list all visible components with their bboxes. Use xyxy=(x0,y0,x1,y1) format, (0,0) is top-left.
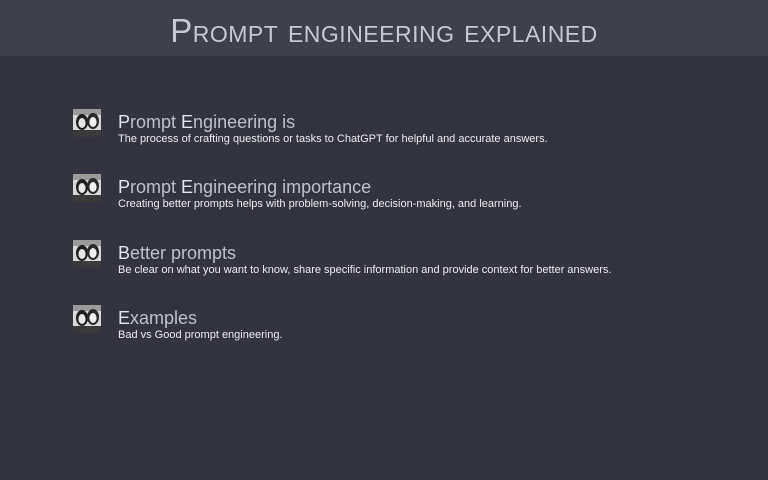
list-item-title: Prompt Engineering importance xyxy=(118,177,372,197)
list-item-description: Creating better prompts helps with problem-solving, decision-making, and learning. xyxy=(118,198,522,210)
photo-avatar-icon xyxy=(73,240,101,268)
photo-avatar-icon xyxy=(73,174,101,202)
list-item xyxy=(73,240,753,280)
list-item-title: Examples xyxy=(118,308,198,328)
list-item-description: The process of crafting questions or tasks to ChatGPT for helpful and accurate answers. xyxy=(118,133,548,145)
list-item-description: Be clear on what you want to know, share specific information and provide context for better answers. xyxy=(118,264,612,276)
list-item xyxy=(73,305,753,345)
slide-header xyxy=(0,0,768,56)
list-item-title: Better prompts xyxy=(118,243,237,263)
slide-title: Prompt engineering explained xyxy=(170,11,598,49)
list-item xyxy=(73,109,753,149)
list-item-title: Prompt Engineering is xyxy=(118,112,296,132)
photo-avatar-icon xyxy=(73,109,101,137)
list-item xyxy=(73,174,753,214)
list-item-description: Bad vs Good prompt engineering. xyxy=(118,329,283,341)
photo-avatar-icon xyxy=(73,305,101,333)
